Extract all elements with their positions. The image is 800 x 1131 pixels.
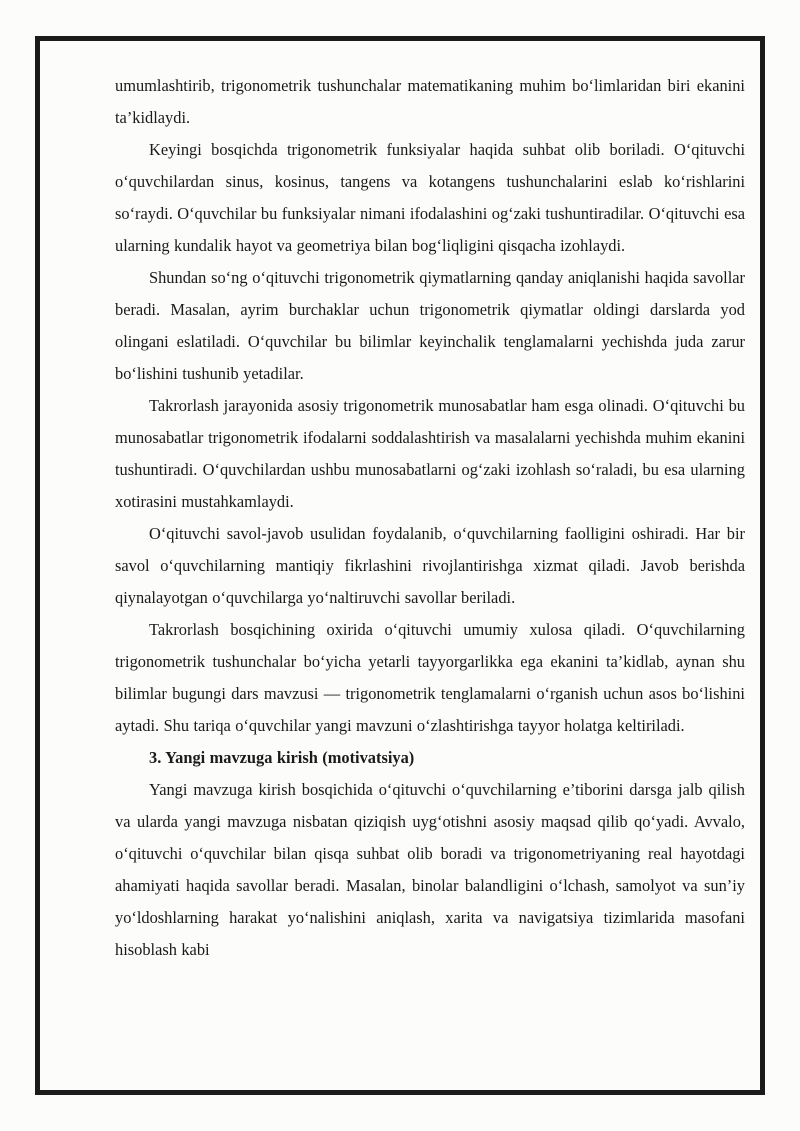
paragraph: Shundan so‘ng o‘qituvchi trigonometrik qiymatlarning qanday aniqlanishi haqida savollar beradi. Masalan, ayrim burchaklar uchun trigonometrik qiymatlar oldingi darslarda yod olingani eslatiladi. O‘quvchilar bu bilimlar keyinchalik tenglamalarni yechishda juda zarur bo‘lishini tushunib yetadilar. [115, 268, 745, 383]
document-text [115, 70, 745, 966]
section-heading: 3. Yangi mavzuga kirish (motivatsiya) [149, 748, 415, 767]
paragraph: Keyingi bosqichda trigonometrik funksiyalar haqida suhbat olib boriladi. O‘qituvchi o‘quvchilardan sinus, kosinus, tangens va kotangens tushunchalarini eslab ko‘rishlarini so‘raydi. O‘quvchilar bu funksiyalar nimani ifodalashini og‘zaki tushuntiradilar. O‘qituvchi esa ularning kundalik hayot va geometriya bilan bog‘liqligini qisqacha izohlaydi. [115, 140, 745, 255]
paragraph: Takrorlash bosqichining oxirida o‘qituvchi umumiy xulosa qiladi. O‘quvchilarning trigonometrik tushunchalar bo‘yicha yetarli tayyorgarlikka ega ekanini ta’kidlab, aynan shu bilimlar bugungi dars mavzusi — trigonometrik tenglamalarni o‘rganish uchun asos bo‘lishini aytadi. Shu tariqa o‘quvchilar yangi mavzuni o‘zlashtirishga tayyor holatga keltiriladi. [115, 620, 745, 735]
paragraph: Yangi mavzuga kirish bosqichida o‘qituvchi o‘quvchilarning e’tiborini darsga jalb qilish va ularda yangi mavzuga nisbatan qiziqish uyg‘otishni asosiy maqsad qilib qo‘yadi. Avvalo, o‘qituvchi o‘quvchilar bilan qisqa suhbat olib boradi va trigonometriyaning real hayotdagi ahamiyati haqida savollar beradi. Masalan, binolar balandligini o‘lchash, samolyot va sun’iy yo‘ldoshlarning harakat yo‘nalishini aniqlash, xarita va navigatsiya tizimlarida masofani hisoblash kabi [115, 780, 745, 959]
paragraph: Takrorlash jarayonida asosiy trigonometrik munosabatlar ham esga olinadi. O‘qituvchi bu munosabatlar trigonometrik ifodalarni soddalashtirish va masalalarni yechishda muhim ekanini tushuntiradi. O‘quvchilardan ushbu munosabatlarni og‘zaki izohlash so‘raladi, bu esa ularning xotirasini mustahkamlaydi. [115, 396, 745, 511]
paragraph: O‘qituvchi savol-javob usulidan foydalanib, o‘quvchilarning faolligini oshiradi. Har bir savol o‘quvchilarning mantiqiy fikrlashini rivojlantirishga xizmat qiladi. Javob berishda qiynalayotgan o‘quvchilarga yo‘naltiruvchi savollar beriladi. [115, 524, 745, 607]
paragraph: umumlashtirib, trigonometrik tushunchalar matematikaning muhim bo‘limlaridan biri ekanini ta’kidlaydi. [115, 76, 745, 127]
